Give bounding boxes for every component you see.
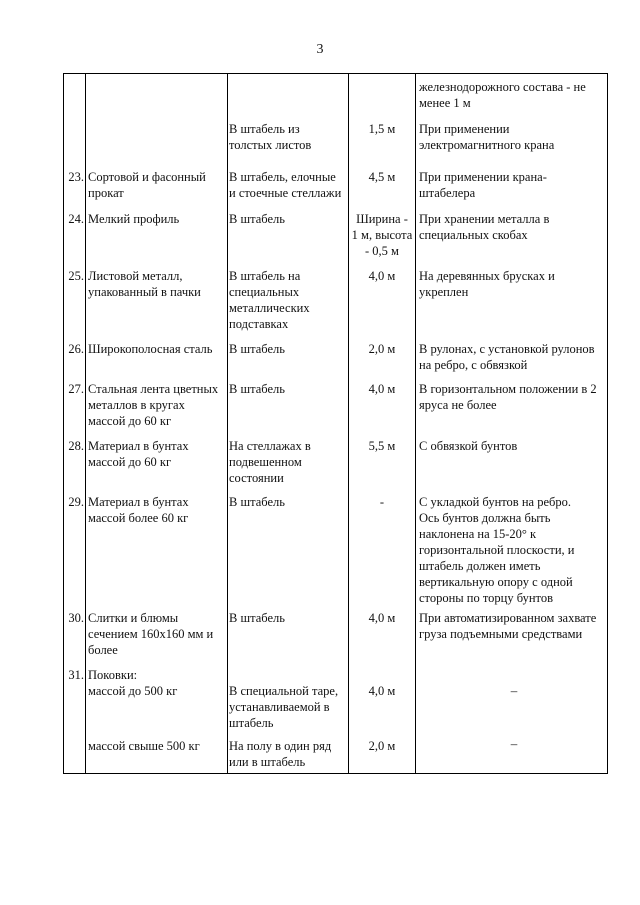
- cell-number: 25.: [68, 269, 84, 283]
- page-number: 3: [316, 42, 324, 57]
- cell-height: 4,0 м: [368, 269, 396, 283]
- cell-method: В штабель: [229, 382, 285, 396]
- cell-height: 4,0 м: [368, 611, 396, 625]
- cell-height: 4,0 м: [368, 382, 396, 396]
- cell-height: 2,0 м: [368, 739, 396, 753]
- cell-method: В штабель: [229, 212, 285, 226]
- cell-height: 5,5 м: [368, 439, 396, 453]
- column-divider: [85, 74, 86, 773]
- storage-table: [63, 73, 608, 774]
- cell-note: При применении электромагнитного крана: [419, 122, 555, 152]
- cell-method: В штабель: [229, 342, 285, 356]
- cell-number: 26.: [68, 342, 84, 356]
- cell-name: Материал в бунтах массой более 60 кг: [88, 495, 189, 525]
- cell-name: массой свыше 500 кг: [88, 739, 200, 753]
- cell-name: Слитки и блюмы сечением 160х160 мм и более: [88, 611, 214, 657]
- cell-note: С обвязкой бунтов: [419, 439, 518, 453]
- cell-name: Листовой металл, упакованный в пачки: [88, 269, 201, 299]
- cell-method: В специальной таре, устанавливаемой в штабель: [229, 684, 339, 730]
- cell-note: –: [510, 683, 518, 698]
- cell-name: Стальная лента цветных металлов в кругах массой до 60 кг: [88, 382, 219, 428]
- cell-name: Сортовой и фасонный прокат: [88, 170, 206, 200]
- cell-method: На стеллажах в подвешенном состоянии: [229, 439, 311, 485]
- cell-number: 28.: [68, 439, 84, 453]
- cell-number: 27.: [68, 382, 84, 396]
- cell-note: При применении крана- штабелера: [419, 170, 547, 200]
- cell-name: Поковки:: [88, 668, 138, 682]
- cell-method: На полу в один ряд или в штабель: [229, 739, 332, 769]
- cell-note: С укладкой бунтов на ребро. Ось бунтов должна быть наклонена на 15-20° к горизонтальной плоскости, и штабель должен иметь вертикальную опору с одной стороны по торцу бунтов: [419, 495, 575, 605]
- cell-note: При автоматизированном захвате груза подъемными средствами: [419, 611, 597, 641]
- cell-name: Мелкий профиль: [88, 212, 180, 226]
- cell-height: 2,0 м: [368, 342, 396, 356]
- cell-note: На деревянных брусках и укреплен: [419, 269, 555, 299]
- cell-height: -: [379, 495, 385, 509]
- cell-note: В горизонтальном положении в 2 яруса не более: [419, 382, 597, 412]
- column-divider: [227, 74, 228, 773]
- cell-name: массой до 500 кг: [88, 684, 178, 698]
- cell-number: 23.: [68, 170, 84, 184]
- cell-height: 4,0 м: [368, 684, 396, 698]
- cell-number: 30.: [68, 611, 84, 625]
- cell-note: При хранении металла в специальных скобах: [419, 212, 550, 242]
- cell-number: 31.: [68, 668, 84, 682]
- cell-method: В штабель на специальных металлических подставках: [229, 269, 310, 331]
- cell-note: железнодорожного состава - не менее 1 м: [419, 80, 586, 110]
- cell-name: Широкополосная сталь: [88, 342, 213, 356]
- cell-height: 4,5 м: [368, 170, 396, 184]
- cell-method: В штабель: [229, 495, 285, 509]
- cell-note: В рулонах, с установкой рулонов на ребро, с обвязкой: [419, 342, 595, 372]
- cell-method: В штабель: [229, 611, 285, 625]
- cell-number: 24.: [68, 212, 84, 226]
- cell-height: 1,5 м: [368, 122, 396, 136]
- cell-number: 29.: [68, 495, 84, 509]
- cell-note: –: [510, 736, 518, 751]
- cell-height: Ширина - 1 м, высота - 0,5 м: [351, 212, 413, 258]
- cell-method: В штабель из толстых листов: [229, 122, 312, 152]
- cell-method: В штабель, елочные и стоечные стеллажи: [229, 170, 342, 200]
- cell-name: Материал в бунтах массой до 60 кг: [88, 439, 189, 469]
- column-divider: [415, 74, 416, 773]
